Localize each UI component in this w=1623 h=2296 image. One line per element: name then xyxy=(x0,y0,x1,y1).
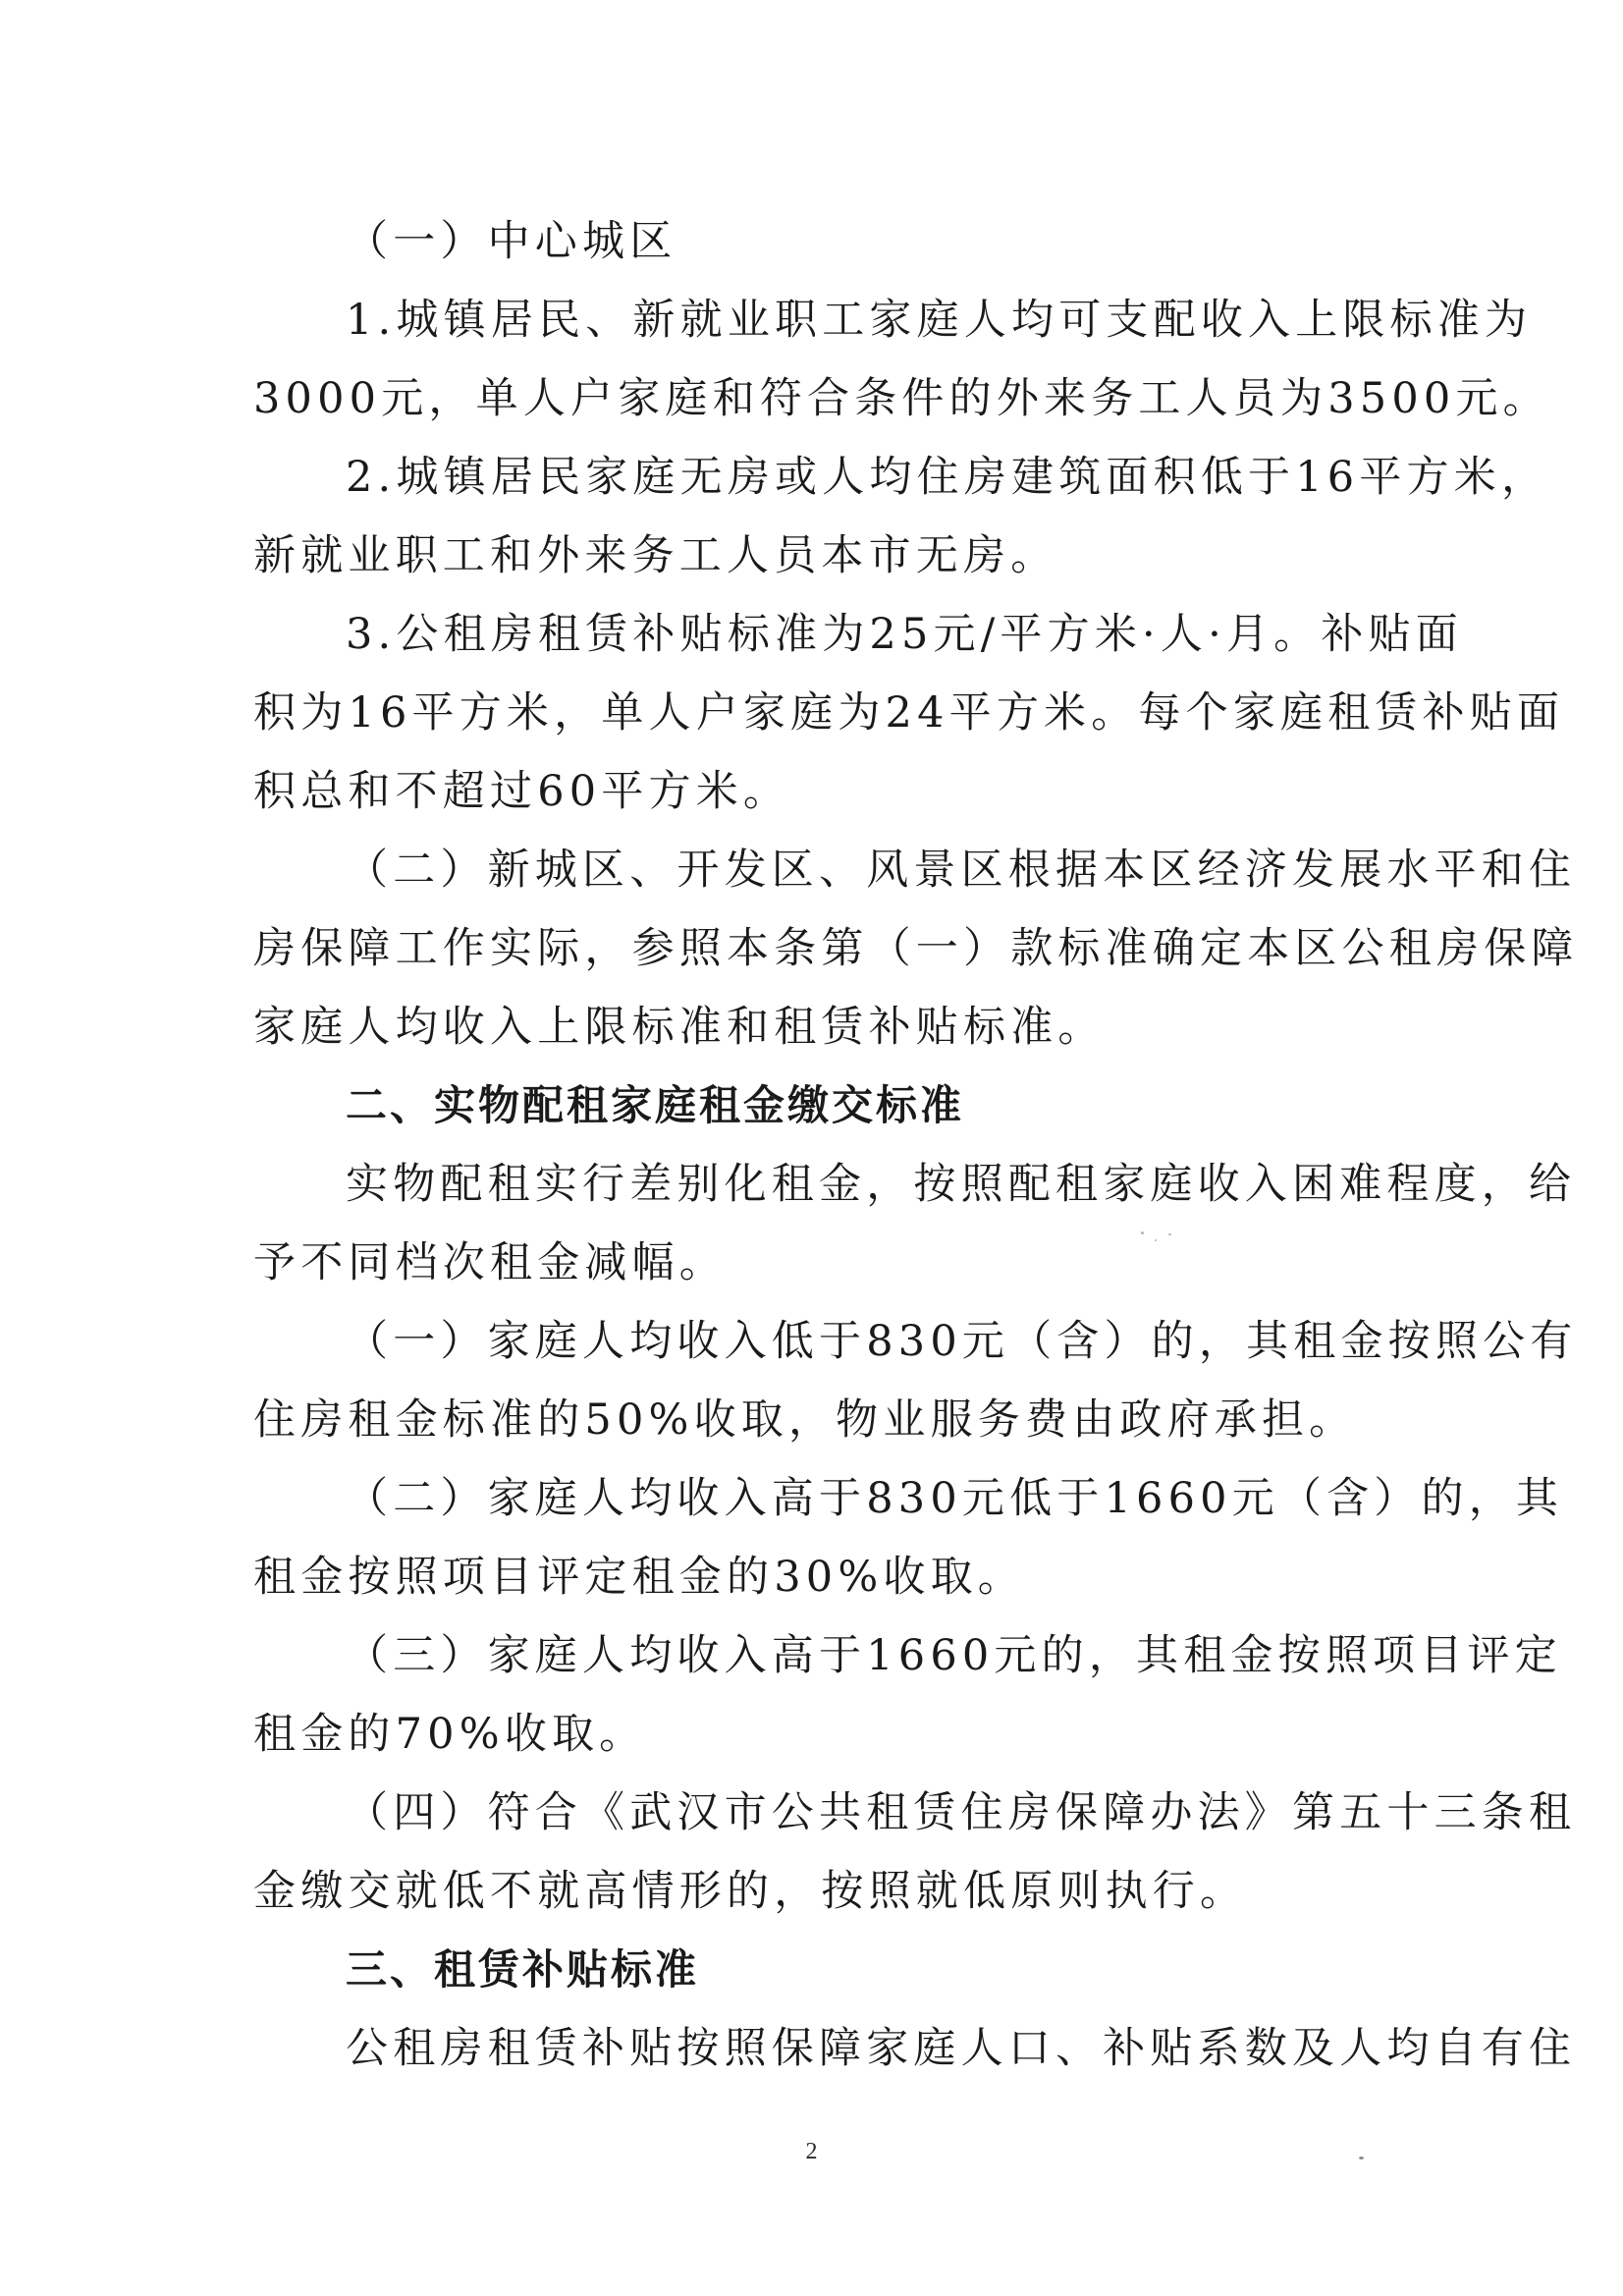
paragraph-line: 实物配租实行差别化租金，按照配租家庭收入困难程度，给 xyxy=(346,1160,1577,1209)
paragraph-line: （一）家庭人均收入低于830元（含）的，其租金按照公有 xyxy=(346,1317,1578,1366)
paragraph-line: 1.城镇居民、新就业职工家庭人均可支配收入上限标准为 xyxy=(346,296,1533,345)
paragraph-line: 3.公租房租赁补贴标准为25元/平方米·人·月。补贴面 xyxy=(346,610,1463,659)
paragraph-line: 3000元，单人户家庭和符合条件的外来务工人员为3500元。 xyxy=(253,374,1550,423)
paragraph-line: （三）家庭人均收入高于1660元的，其租金按照项目评定 xyxy=(346,1631,1562,1680)
paragraph-line: 租金的70%收取。 xyxy=(253,1710,647,1759)
paragraph-line: 住房租金标准的50%收取，物业服务费由政府承担。 xyxy=(253,1395,1357,1445)
scan-speck xyxy=(1155,1239,1157,1241)
paragraph-line: 新就业职工和外来务工人员本市无房。 xyxy=(253,531,1058,580)
paragraph-line: 金缴交就低不就高情形的，按照就低原则执行。 xyxy=(253,1867,1248,1916)
section-heading: （一）中心城区 xyxy=(346,217,677,266)
paragraph-line: 积为16平方米，单人户家庭为24平方米。每个家庭租赁补贴面 xyxy=(253,688,1565,738)
section-heading: 三、租赁补贴标准 xyxy=(346,1945,700,1994)
document-body xyxy=(253,202,1579,2088)
paragraph-line: （四）符合《武汉市公共租赁住房保障办法》第五十三条租 xyxy=(346,1788,1577,1837)
paragraph-line: 予不同档次租金减幅。 xyxy=(253,1238,727,1287)
paragraph-line: 家庭人均收入上限标准和租赁补贴标准。 xyxy=(253,1003,1106,1052)
section-heading: 二、实物配租家庭租金缴交标准 xyxy=(346,1081,965,1129)
paragraph-line: 公租房租赁补贴按照保障家庭人口、补贴系数及人均自有住 xyxy=(346,2024,1577,2073)
paragraph-line: （二）家庭人均收入高于830元低于1660元（含）的，其 xyxy=(346,1474,1564,1523)
paragraph-line: 2.城镇居民家庭无房或人均住房建筑面积低于16平方米， xyxy=(346,453,1549,502)
paragraph-line: （二）新城区、开发区、风景区根据本区经济发展水平和住 xyxy=(346,846,1577,895)
page-number: 2 xyxy=(805,2139,818,2164)
paragraph-line: 房保障工作实际，参照本条第（一）款标准确定本区公租房保障 xyxy=(253,924,1579,973)
scan-speck xyxy=(1141,1231,1144,1234)
paragraph-line: 租金按照项目评定租金的30%收取。 xyxy=(253,1553,1025,1602)
paragraph-line: 积总和不超过60平方米。 xyxy=(253,767,791,816)
scan-speck xyxy=(1168,1233,1171,1235)
